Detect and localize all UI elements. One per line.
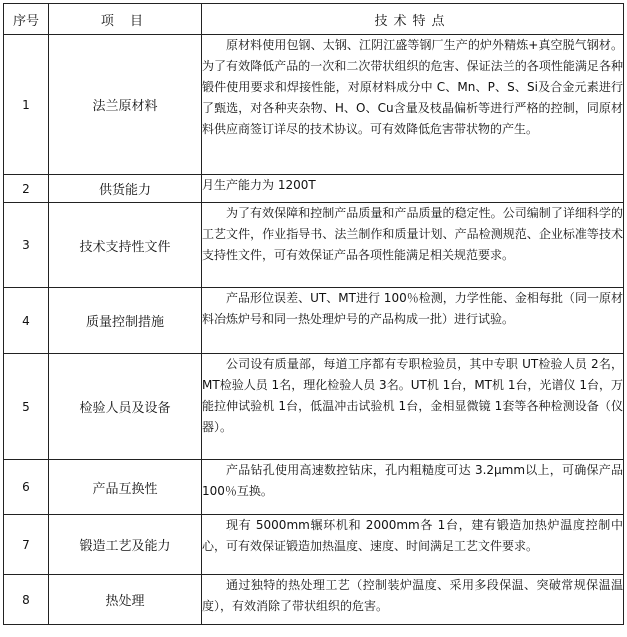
- row-number: 1: [4, 35, 49, 175]
- table-row: [4, 203, 624, 288]
- row-features-text: 原材料使用包钢、太钢、江阴江盛等钢厂生产的炉外精炼+真空脱气钢材。为了有效降低产品的一次和二次带状组织的危害、保证法兰的各项性能满足各种锻件使用要求和焊接性能，对原材料成分中 C、Mn、P、S、Si及合金元素进行了甄选，对各种夹杂物、H、O、Cu含量及枝晶偏析等进行严格的控制，同原材料供应商签订详尽的技术协议。可有效降低危害带状物的产生。: [202, 38, 623, 136]
- row-number: 4: [4, 288, 49, 354]
- row-features-text: 通过独特的热处理工艺（控制装炉温度、采用多段保温、突破常规保温温度），有效消除了带状组织的危害。: [202, 578, 623, 613]
- row-item: 检验人员及设备: [49, 354, 202, 460]
- row-number: 2: [4, 175, 49, 203]
- technical-features-table: [3, 3, 624, 625]
- row-item: 热处理: [49, 575, 202, 625]
- row-number: 8: [4, 575, 49, 625]
- row-item: 法兰原材料: [49, 35, 202, 175]
- row-features-cell: [202, 354, 624, 460]
- row-features-cell: [202, 35, 624, 175]
- row-features-text: 产品形位误差、UT、MT进行 100％检测，力学性能、金相每批（同一原材料冶炼炉号和同一热处理炉号的产品构成一批）进行试验。: [202, 291, 623, 326]
- row-features-text: 为了有效保障和控制产品质量和产品质量的稳定性。公司编制了详细科学的工艺文件，作业指导书、法兰制作和质量计划、产品检测规范、企业标准等技术支持性文件，可有效保证产品各项性能满足相关规范要求。: [202, 206, 623, 262]
- row-features-cell: [202, 575, 624, 625]
- table-row: [4, 575, 624, 625]
- header-row: [4, 4, 624, 35]
- row-number: 6: [4, 460, 49, 515]
- header-technical-features: 技术特点: [202, 4, 624, 35]
- row-item: 产品互换性: [49, 460, 202, 515]
- row-features-text: 现有 5000mm辗环机和 2000mm各 1台，建有锻造加热炉温度控制中心，可有效保证锻造加热温度、速度、时间满足工艺文件要求。: [202, 518, 623, 553]
- table-row: [4, 35, 624, 175]
- row-features-text: 产品钻孔使用高速数控钻床，孔内粗糙度可达 3.2μmm以上，可确保产品 100％互换。: [202, 463, 623, 498]
- table-row: [4, 515, 624, 575]
- row-features-cell: [202, 203, 624, 288]
- row-item: 质量控制措施: [49, 288, 202, 354]
- row-number: 5: [4, 354, 49, 460]
- row-features-cell: [202, 288, 624, 354]
- row-features-cell: [202, 175, 624, 203]
- header-item: 项 目: [49, 4, 202, 35]
- table-row: [4, 288, 624, 354]
- table-row: [4, 460, 624, 515]
- row-features-text: 月生产能力为 1200T: [202, 178, 316, 192]
- row-number: 3: [4, 203, 49, 288]
- row-item: 供货能力: [49, 175, 202, 203]
- row-item: 技术支持性文件: [49, 203, 202, 288]
- row-features-cell: [202, 460, 624, 515]
- row-features-cell: [202, 515, 624, 575]
- row-item: 锻造工艺及能力: [49, 515, 202, 575]
- table-row: [4, 354, 624, 460]
- table-row: [4, 175, 624, 203]
- header-serial-number: 序号: [4, 4, 49, 35]
- row-features-text: 公司设有质量部，每道工序都有专职检验员，其中专职 UT检验人员 2名，MT检验人员 1名，理化检验人员 3名。UT机 1台，MT机 1台，光谱仪 1台，万能拉伸试验机 1台，低温冲击试验机 1台，金相显微镜 1套等各种检测设备（仪器）。: [202, 357, 623, 434]
- row-number: 7: [4, 515, 49, 575]
